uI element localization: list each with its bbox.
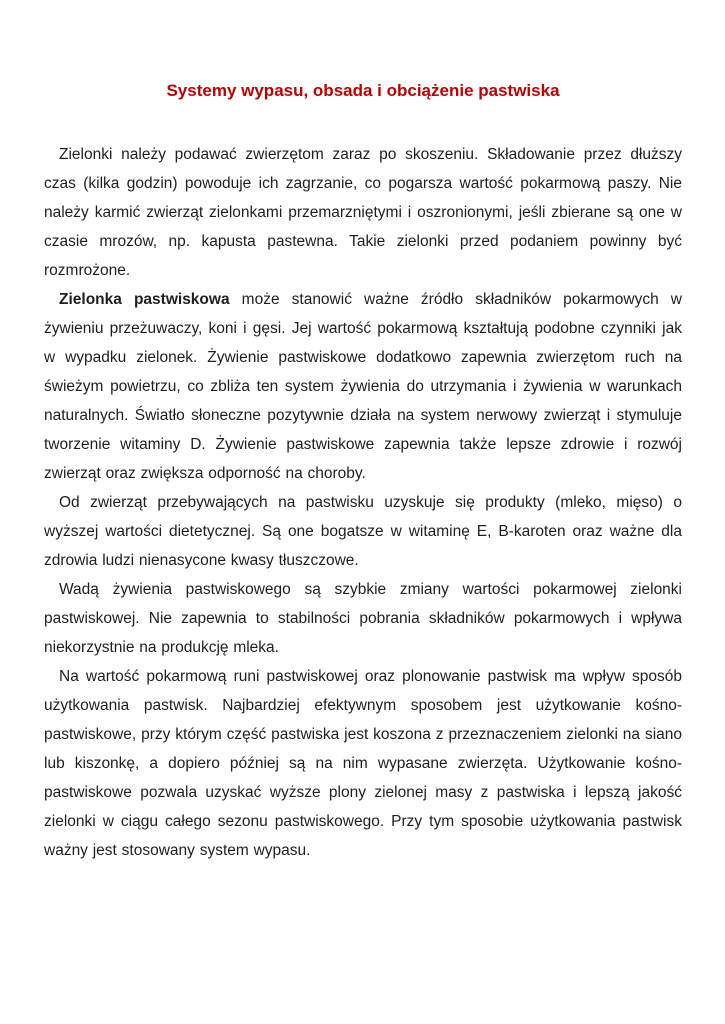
paragraph-uzytkowanie-kosno-pastwiskowe <box>44 662 682 865</box>
paragraph-text: może stanowić ważne źródło składników pokarmowych w żywieniu przeżuwaczy, koni i gęsi. Jej wartość pokarmową kształtują podobne czynniki jak w wypadku zielonek. Żywienie pastwiskowe dodatkowo zapewnia zwierzętom ruch na świeżym powietrzu, co zbliża ten system żywienia do utrzymania i żywienia w warunkach naturalnych. Światło słoneczne pozytywnie działa na system nerwowy zwierząt i stymuluje tworzenie witaminy D. Żywienie pastwiskowe zapewnia także lepsze zdrowie i rozwój zwierząt oraz zwiększa odporność na choroby. <box>44 291 682 482</box>
document-title: Systemy wypasu, obsada i obciążenie pastwiska <box>166 81 560 100</box>
paragraph-text: Na wartość pokarmową runi pastwiskowej oraz plonowanie pastwisk ma wpływ sposób użytkowania pastwisk. Najbardziej efektywnym sposobem jest użytkowanie kośno-pastwiskowe, przy którym część pastwiska jest koszona z przeznaczeniem zielonki na siano lub kiszonkę, a dopiero później są na nim wypasane zwierzęta. Użytkowanie kośno-pastwiskowe pozwala uzyskać wyższe plony zielonej masy z pastwiska i lepszą jakość zielonki w ciągu całego sezonu pastwiskowego. Przy tym sposobie użytkowania pastwisk ważny jest stosowany system wypasu. <box>44 668 682 859</box>
paragraph-text: Od zwierząt przebywających na pastwisku uzyskuje się produkty (mleko, mięso) o wyższej wartości dietetycznej. Są one bogatsze w witaminę E, B-karoten oraz ważne dla zdrowia ludzi nienasycone kwasy tłuszczowe. <box>44 494 682 569</box>
paragraph-zielonka-pastwiskowa <box>44 285 682 488</box>
paragraph-wady-zywienia <box>44 575 682 662</box>
paragraph-text: Zielonki należy podawać zwierzętom zaraz po skoszeniu. Składowanie przez dłuższy czas (kilka godzin) powoduje ich zagrzanie, co pogarsza wartość pokarmową paszy. Nie należy karmić zwierząt zielonkami przemarzniętymi i oszronionymi, jeśli zbierane są one w czasie mrozów, np. kapusta pastewna. Takie zielonki przed podaniem powinny być rozmrożone. <box>44 146 682 279</box>
paragraph-bold-lead: Zielonka pastwiskowa <box>59 291 230 308</box>
paragraph-zielonki-skoszenie <box>44 140 682 285</box>
paragraph-produkty-dietetyczne <box>44 488 682 575</box>
paragraph-text: Wadą żywienia pastwiskowego są szybkie zmiany wartości pokarmowej zielonki pastwiskowej. Nie zapewnia to stabilności pobrania składników pokarmowych i wpływa niekorzystnie na produkcję mleka. <box>44 581 682 656</box>
